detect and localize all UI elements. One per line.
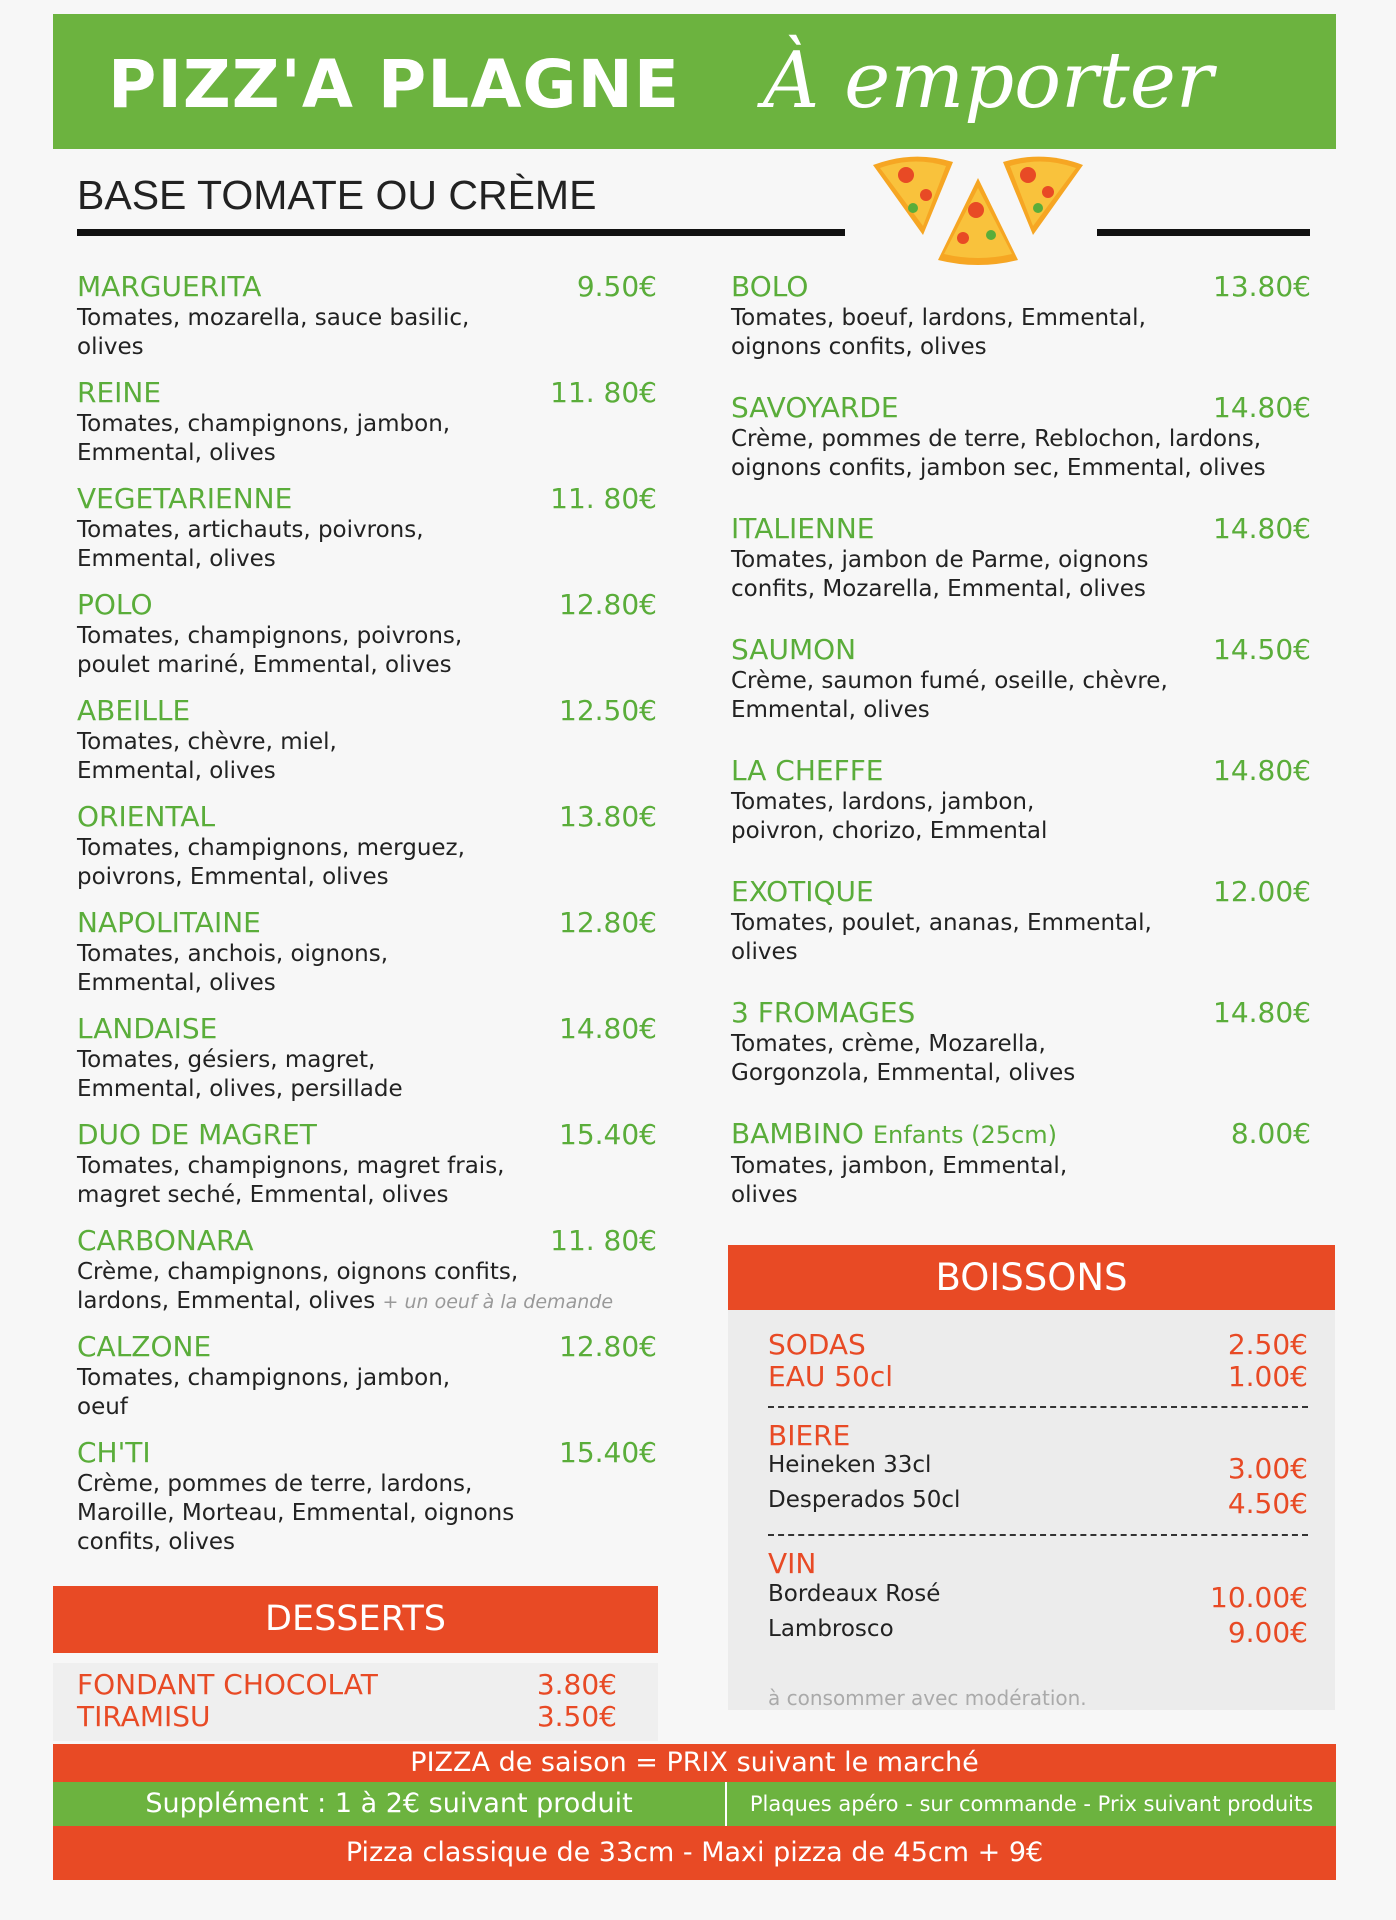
item-name: LA CHEFFE [731,754,884,787]
item-name: LANDAISE [77,1012,218,1045]
item-price: 11. 80€ [550,482,657,515]
drink-item [768,1487,1308,1520]
item-subtitle: Enfants (25cm) [872,1121,1058,1149]
dessert-name: TIRAMISU [77,1700,211,1733]
item-price: 14.80€ [1213,512,1311,545]
menu-item [77,1118,657,1224]
menu-item [77,588,657,694]
item-description: Tomates, crème, Mozarella, Gorgonzola, Emmental, olives [731,1031,1076,1086]
item-description: Crème, saumon fumé, oseille, chèvre, Emmental, olives [731,668,1168,723]
item-name: EXOTIQUE [731,875,874,908]
drink-name: SODAS [768,1328,866,1361]
item-price: 13.80€ [559,800,657,833]
drink-category-title: BIERE [768,1419,851,1452]
dessert-name: FONDANT CHOCOLAT [77,1668,378,1701]
footer-supplement: Supplément : 1 à 2€ suivant produit [53,1782,727,1826]
menu-item [77,482,657,588]
item-description: Tomates, chèvre, miel, Emmental, olives [77,729,337,784]
dashed-divider [768,1406,1308,1408]
item-price: 9.50€ [576,270,657,303]
drink-name: Bordeaux Rosé [768,1581,941,1607]
menu-item [77,1224,657,1330]
item-name: ITALIENNE [731,512,875,545]
menu-item [731,875,1311,996]
menu-item [731,270,1311,391]
item-description: Tomates, artichauts, poivrons, Emmental, olives [77,517,424,572]
item-price: 11. 80€ [550,376,657,409]
drinks-header: BOISSONS [728,1245,1335,1310]
item-description: Tomates, champignons, merguez, poivrons, Emmental, olives [77,835,465,890]
item-description: Crème, pommes de terre, Reblochon, lardons, oignons confits, jambon sec, Emmental, olives [731,426,1266,481]
item-description: Tomates, poulet, ananas, Emmental, olives [731,910,1152,965]
drink-category [768,1419,1308,1452]
desserts-header: DESSERTS [53,1586,658,1653]
item-price: 12.00€ [1213,875,1311,908]
item-name: VEGETARIENNE [77,482,293,515]
item-description: Tomates, champignons, jambon, oeuf [77,1365,451,1420]
drink-price: 2.50€ [1227,1328,1308,1361]
item-price: 13.80€ [1213,270,1311,303]
drink-price: 10.00€ [1210,1581,1308,1614]
menu-item [77,270,657,376]
footer-sizes: Pizza classique de 33cm - Maxi pizza de 45cm + 9€ [53,1826,1336,1880]
dessert-item [77,1700,617,1733]
moderation-notice: à consommer avec modération. [768,1686,1087,1710]
drink-price: 3.00€ [1227,1452,1308,1485]
menu-item [77,800,657,906]
dessert-item [77,1668,617,1701]
title-banner [53,14,1336,149]
item-name-text: BAMBINO [731,1117,864,1150]
menu-item [731,391,1311,512]
drink-item [768,1616,1308,1649]
item-description: Tomates, jambon, Emmental, olives [731,1153,1068,1208]
brand-name: PIZZ'A PLAGNE [108,46,680,123]
drink-item [768,1452,1308,1485]
item-price: 12.80€ [559,588,657,621]
pizza-column-right [731,270,1311,1227]
dashed-divider [768,1534,1308,1536]
drink-item [768,1328,1308,1361]
menu-item [731,754,1311,875]
tagline: À emporter [763,36,1214,126]
item-price: 12.80€ [559,906,657,939]
item-description: Tomates, mozarella, sauce basilic, olives [77,305,470,360]
divider-left [77,229,845,236]
item-description: Crème, pommes de terre, lardons, Maroille, Morteau, Emmental, oignons confits, olives [77,1471,515,1555]
menu-item [731,1117,1311,1227]
drink-name: EAU 50cl [768,1360,894,1393]
item-price: 11. 80€ [550,1224,657,1257]
menu-item [77,1436,657,1556]
item-description: Tomates, jambon de Parme, oignons confits, Mozarella, Emmental, olives [731,547,1149,602]
item-description: Tomates, boeuf, lardons, Emmental, oignons confits, olives [731,305,1146,360]
pizza-column-left [77,270,657,1556]
item-price: 15.40€ [559,1118,657,1151]
divider-right [1097,229,1310,236]
drink-price: 1.00€ [1227,1360,1308,1393]
item-name: CALZONE [77,1330,212,1363]
menu-item [77,1330,657,1436]
footer-seasonal: PIZZA de saison = PRIX suivant le marché [53,1744,1336,1782]
item-price: 12.50€ [559,694,657,727]
menu-item [731,996,1311,1117]
item-price: 14.50€ [1213,633,1311,666]
drink-price: 9.00€ [1227,1616,1308,1649]
footer-aperitif: Plaques apéro - sur commande - Prix suivant produits [749,1792,1314,1816]
item-name: NAPOLITAINE [77,906,261,939]
drink-name: Lambrosco [768,1616,894,1642]
item-description: Tomates, gésiers, magret, Emmental, olives, persillade [77,1047,403,1102]
menu-item [77,376,657,482]
section-subtitle: BASE TOMATE OU CRÈME [77,172,597,218]
dessert-price: 3.50€ [536,1700,617,1733]
drink-name: Desperados 50cl [768,1487,961,1513]
item-price: 14.80€ [1213,754,1311,787]
item-description [77,1258,657,1317]
menu-item [731,512,1311,633]
item-name: 3 FROMAGES [731,996,916,1029]
drink-category [768,1547,1308,1580]
dessert-price: 3.80€ [536,1668,617,1701]
item-name: ORIENTAL [77,800,216,833]
item-name: DUO DE MAGRET [77,1118,317,1151]
menu-item [77,1012,657,1118]
drink-item [768,1360,1308,1393]
menu-item [77,694,657,800]
drink-category-title: VIN [768,1547,817,1580]
item-price: 14.80€ [1213,391,1311,424]
item-description: Tomates, lardons, jambon, poivron, chorizo, Emmental [731,789,1048,844]
item-price: 12.80€ [559,1330,657,1363]
item-price: 15.40€ [559,1436,657,1469]
drink-price: 4.50€ [1227,1487,1308,1520]
item-description: Tomates, anchois, oignons, Emmental, olives [77,941,389,996]
pizza-slices-icon [868,150,1088,265]
item-description: Tomates, champignons, jambon, Emmental, olives [77,411,451,466]
item-name: SAUMON [731,633,857,666]
item-name: MARGUERITA [77,270,262,303]
item-name: CARBONARA [77,1224,254,1257]
menu-item [77,906,657,1012]
drink-item [768,1581,1308,1614]
item-name: POLO [77,588,153,621]
item-description: Tomates, champignons, poivrons, poulet mariné, Emmental, olives [77,623,463,678]
menu-item [731,633,1311,754]
item-name: ABEILLE [77,694,191,727]
footer-supplement-band [53,1782,1336,1826]
item-price: 14.80€ [1213,996,1311,1029]
item-description: Tomates, champignons, magret frais, magret seché, Emmental, olives [77,1153,505,1208]
item-name: BOLO [731,270,809,303]
item-name: REINE [77,376,162,409]
item-price: 14.80€ [559,1012,657,1045]
item-name: CH'TI [77,1436,151,1469]
item-name [731,1117,1311,1152]
item-price: 8.00€ [1230,1117,1311,1150]
item-description-text: Crème, champignons, oignons confits, lardons, Emmental, olives [77,1259,519,1314]
item-name: SAVOYARDE [731,391,899,424]
drink-name: Heineken 33cl [768,1452,932,1478]
item-note: + un oeuf à la demande [382,1291,614,1313]
